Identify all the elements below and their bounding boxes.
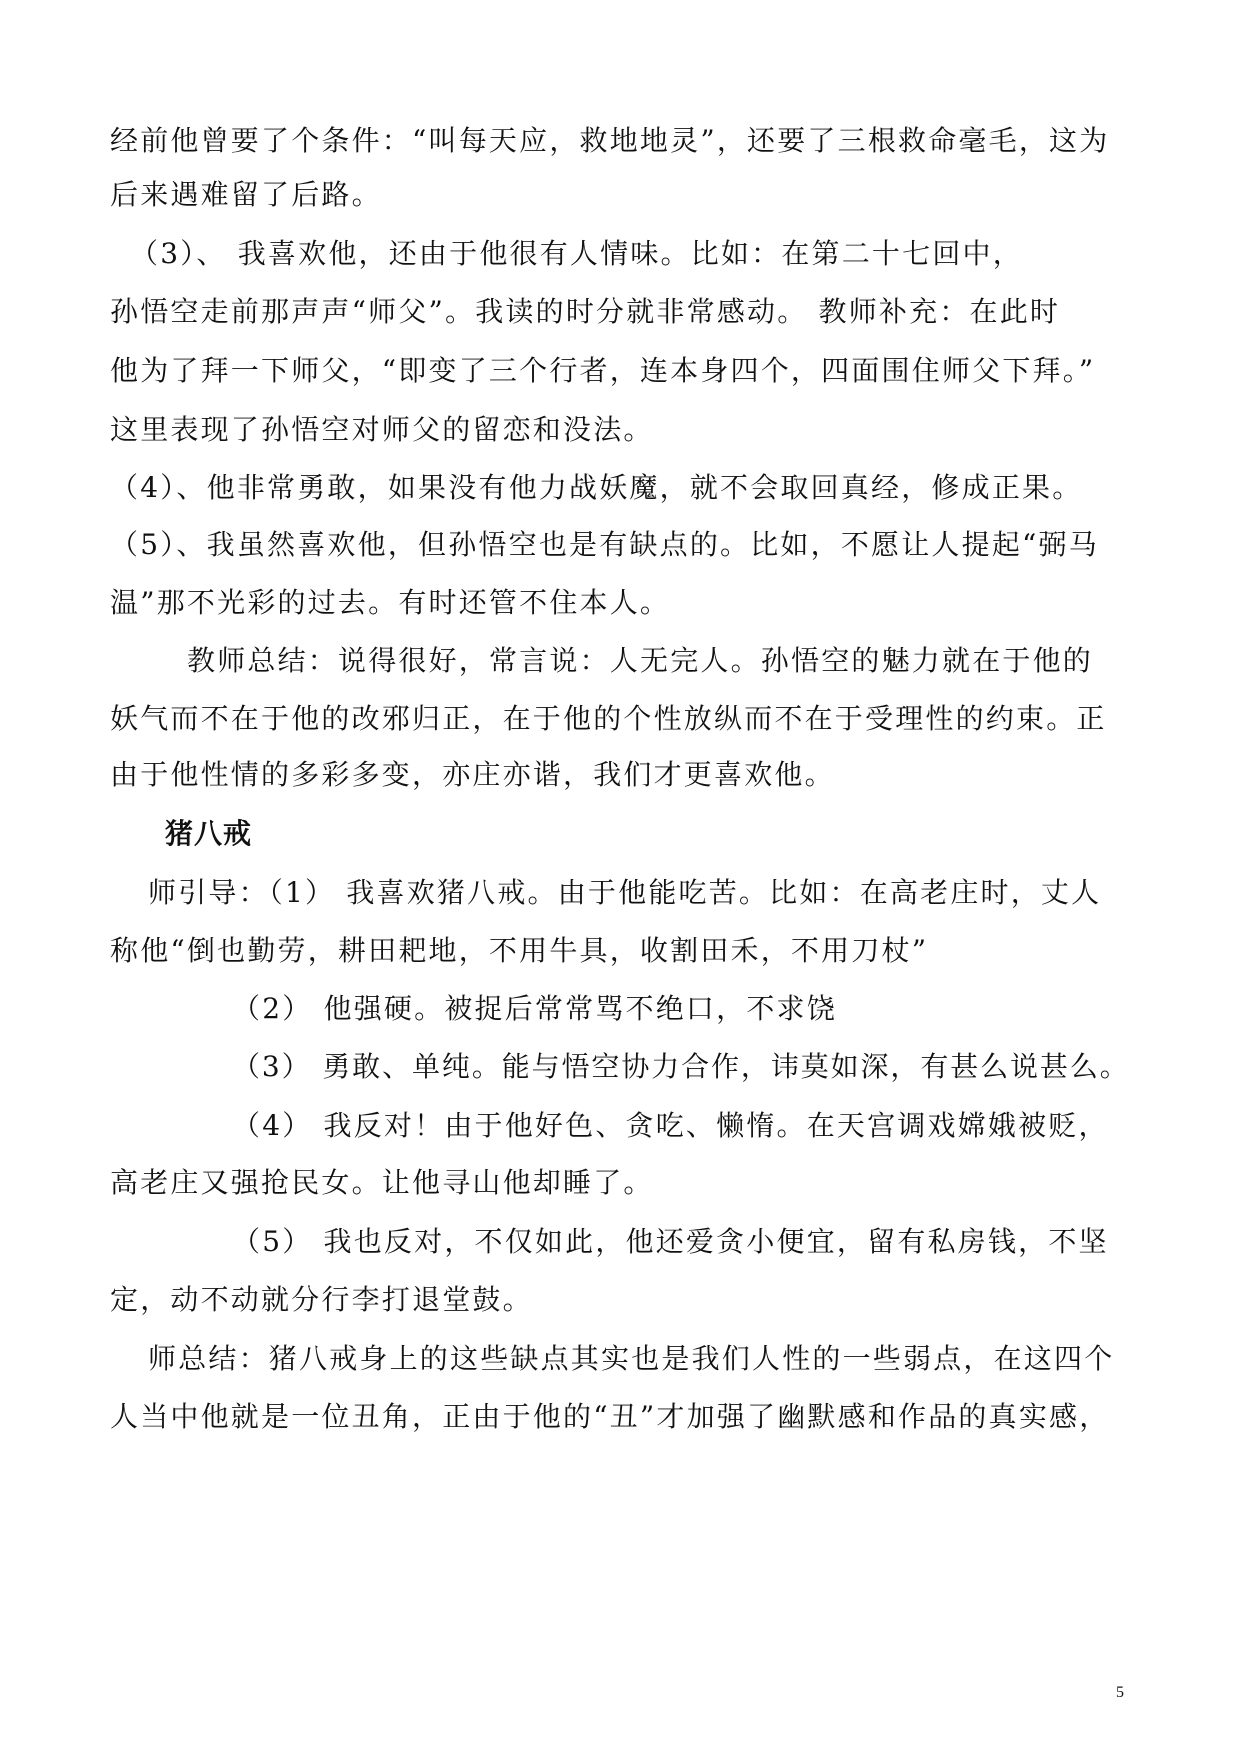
text-line-15: 称他“倒也勤劳，耕田耙地，不用牛具，收割田禾，不用刀杖” xyxy=(110,934,929,967)
text-line-5: 他为了拜一下师父，“即变了三个行者，连本身四个，四面围住师父下拜。” xyxy=(110,354,1096,387)
text-line-12: 由于他性情的多彩多变，亦庄亦谐，我们才更喜欢他。 xyxy=(110,758,835,791)
text-line-4: 孙悟空走前那声声“师父”。我读的时分就非常感动。 教师补充：在此时 xyxy=(110,295,1061,328)
page-number: 5 xyxy=(1116,1684,1124,1701)
text-line-17: （3） 勇敢、单纯。能与悟空协力合作，讳莫如深，有甚么说甚么。 xyxy=(232,1050,1130,1083)
text-line-19: 高老庄又强抢民女。让他寻山他却睡了。 xyxy=(110,1166,654,1199)
text-line-18: （4） 我反对！由于他好色、贪吃、懒惰。在天宫调戏嫦娥被贬， xyxy=(232,1109,1109,1142)
text-line-23: 人当中他就是一位丑角，正由于他的“丑”才加强了幽默感和作品的真实感， xyxy=(110,1400,1110,1433)
text-line-20: （5） 我也反对，不仅如此，他还爱贪小便宜，留有私房钱，不坚 xyxy=(232,1225,1109,1258)
text-line-1: 经前他曾要了个条件：“叫每天应，救地地灵”，还要了三根救命毫毛，这为 xyxy=(110,124,1110,157)
text-line-6: 这里表现了孙悟空对师父的留恋和没法。 xyxy=(110,413,654,446)
text-line-21: 定，动不动就分行李打退堂鼓。 xyxy=(110,1283,533,1316)
text-line-2: 后来遇难留了后路。 xyxy=(110,178,382,211)
text-line-16: （2） 他强硬。被捉后常常骂不绝口，不求饶 xyxy=(232,992,837,1025)
text-line-10: 教师总结：说得很好，常言说：人无完人。孙悟空的魅力就在于他的 xyxy=(187,644,1094,677)
text-line-8: （5）、我虽然喜欢他，但孙悟空也是有缺点的。比如，不愿让人提起“弼马 xyxy=(110,528,1099,561)
text-line-7: （4）、他非常勇敢，如果没有他力战妖魔，就不会取回真经，修成正果。 xyxy=(110,471,1083,504)
text-line-9: 温”那不光彩的过去。有时还管不住本人。 xyxy=(110,586,671,619)
text-line-22: 师总结：猪八戒身上的这些缺点其实也是我们人性的一些弱点，在这四个 xyxy=(148,1342,1115,1375)
section-heading: 猪八戒 xyxy=(165,817,253,850)
text-line-14: 师引导：（1） 我喜欢猪八戒。由于他能吃苦。比如：在高老庄时，丈人 xyxy=(148,876,1102,909)
text-line-3: （3）、 我喜欢他，还由于他很有人情味。比如：在第二十七回中， xyxy=(130,237,1023,270)
text-line-11: 妖气而不在于他的改邪归正，在于他的个性放纵而不在于受理性的约束。正 xyxy=(110,702,1107,735)
